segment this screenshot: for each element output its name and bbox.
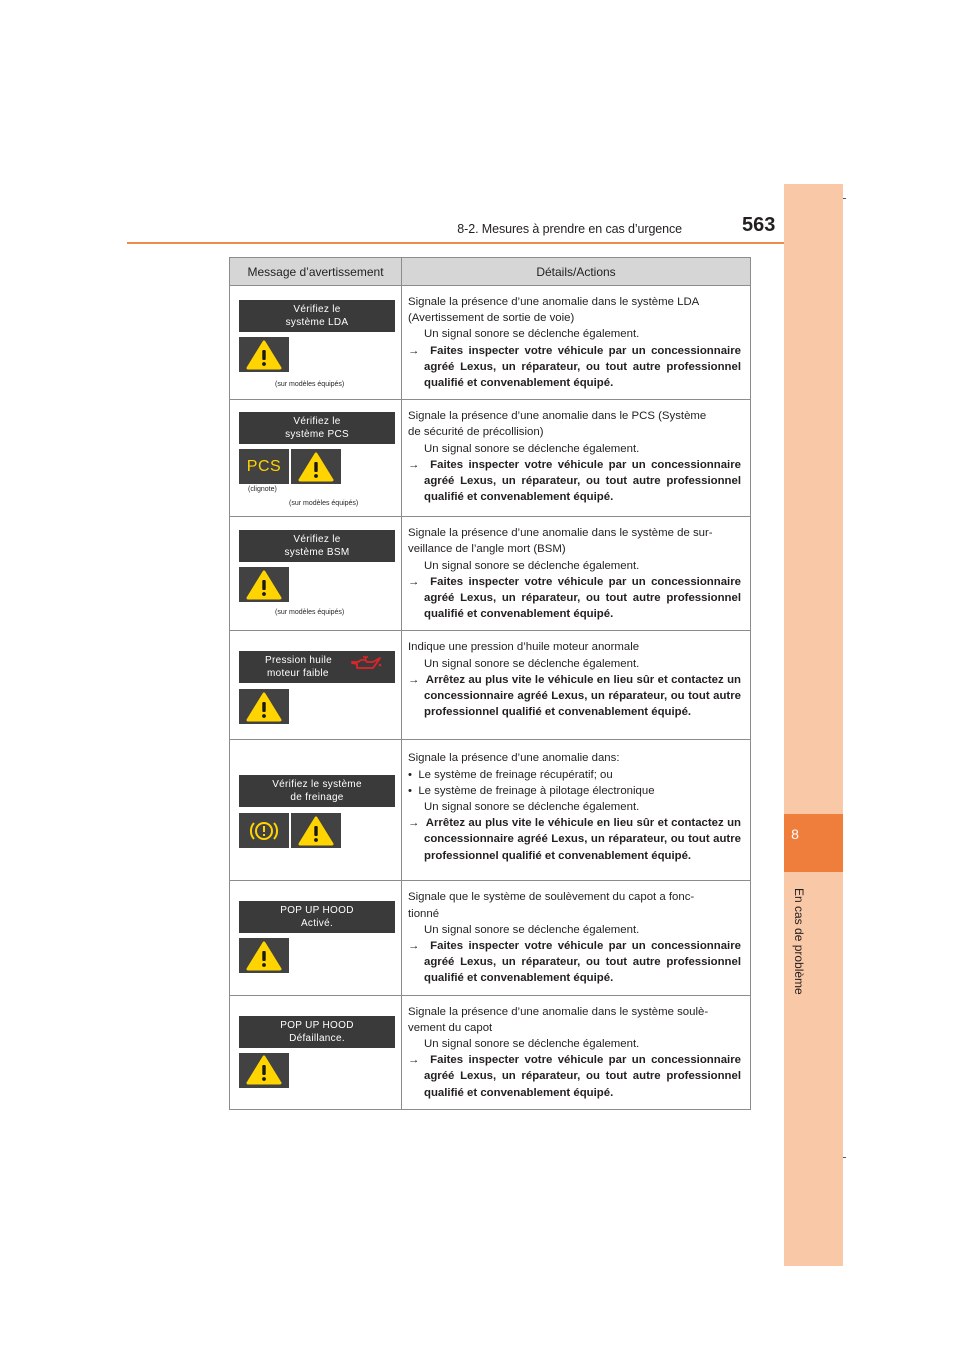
chapter-sidebar (784, 184, 843, 1266)
warning-messages-table (229, 257, 751, 1110)
details-cell: Indique une pression d’huile moteur anormale Un signal sonore se déclenche également. → Arrêtez au plus vite le véhicule en lieu sûr et contactez un concessionnaire agréé Lexus, un réparateur, ou tout autre professionnel qualifié et convenablement équipé. (402, 631, 751, 740)
pcs-warning-icon: PCS (239, 449, 289, 484)
table-row (230, 631, 751, 740)
details-cell: Signale la présence d’une anomalie dans le PCS (Système de sécurité de précollision) Un signal sonore se déclenche également. → Faites inspecter votre véhicule par un concessionnaire agréé Lexus, un réparateur, ou tout autre professionnel qualifié et convenablement équipé. (402, 400, 751, 517)
table-row (230, 995, 751, 1109)
display-message: Vérifiez le système PCS (239, 412, 395, 444)
arrow-icon: → (408, 940, 420, 953)
details-cell: Signale que le système de soulèvement du capot a fonc- tionné Un signal sonore se déclenche également. → Faites inspecter votre véhicule par un concessionnaire agréé Lexus, un réparateur, ou tout autre professionnel qualifié et convenablement équipé. (402, 881, 751, 995)
display-message: Vérifiez le système LDA (239, 300, 395, 332)
details-cell: Signale la présence d’une anomalie dans le système LDA (Avertissement de sortie de voie) Un signal sonore se déclenche également. → Faites inspecter votre véhicule par un concessionnaire agréé Lexus, un réparateur, ou tout autre professionnel qualifié et convenablement équipé. (402, 286, 751, 400)
column-header-message: Message d’avertissement (230, 258, 402, 286)
brake-warning-icon (239, 813, 289, 848)
arrow-icon: → (408, 344, 420, 357)
warning-triangle-icon (291, 813, 341, 848)
display-message: Vérifiez le système de freinage (239, 775, 395, 807)
chapter-tab (784, 814, 843, 872)
table-row (230, 400, 751, 517)
display-message: POP UP HOOD Activé. (239, 901, 395, 933)
warning-triangle-icon (239, 567, 289, 602)
model-note: (sur modèles équipés) (275, 381, 345, 388)
warning-triangle-icon (239, 337, 289, 372)
arrow-icon: → (408, 575, 420, 588)
section-title: 8-2. Mesures à prendre en cas d’urgence (457, 222, 682, 236)
message-cell (230, 517, 402, 631)
header-rule (127, 242, 784, 244)
table-row (230, 517, 751, 631)
details-cell: Signale la présence d’une anomalie dans le système de sur- veillance de l’angle mort (BSM) Un signal sonore se déclenche également. → Faites inspecter votre véhicule par un concessionnaire agréé Lexus, un réparateur, ou tout autre professionnel qualifié et convenablement équipé. (402, 517, 751, 631)
message-cell (230, 631, 402, 740)
message-cell (230, 740, 402, 881)
table-row (230, 881, 751, 995)
chapter-number: 8 (791, 826, 799, 842)
message-cell (230, 286, 402, 400)
display-message: Pression huile moteur faible (239, 651, 395, 683)
model-note: (sur modèles équipés) (275, 609, 345, 617)
message-cell (230, 995, 402, 1109)
page-number: 563 (742, 214, 776, 236)
arrow-icon: → (408, 673, 420, 686)
message-cell (230, 400, 402, 517)
message-cell (230, 881, 402, 995)
arrow-icon: → (408, 817, 420, 830)
display-message: POP UP HOOD Défaillance. (239, 1016, 395, 1048)
display-message: Vérifiez le système BSM (239, 530, 395, 562)
warning-triangle-icon (239, 1053, 289, 1088)
blink-note: (clignote) (248, 486, 277, 494)
arrow-icon: → (408, 458, 420, 471)
warning-triangle-icon (239, 938, 289, 973)
arrow-icon: → (408, 1054, 420, 1067)
table-row (230, 286, 751, 400)
details-cell: Signale la présence d’une anomalie dans: • Le système de freinage récupératif; ou • Le système de freinage à pilotage électronique Un signal sonore se déclenche également. → Arrêtez au plus vite le véhicule en lieu sûr et contactez un concessionnaire agréé Lexus, un réparateur, ou tout autre professionnel qualifié et convenablement équipé. (402, 740, 751, 881)
chapter-label: En cas de problème (792, 888, 806, 995)
model-note: (sur modèles équipés) (289, 500, 359, 508)
details-cell: Signale la présence d’une anomalie dans le système soulè- vement du capot Un signal sonore se déclenche également. → Faites inspecter votre véhicule par un concessionnaire agréé Lexus, un réparateur, ou tout autre professionnel qualifié et convenablement équipé. (402, 995, 751, 1109)
oil-can-icon (349, 653, 383, 677)
warning-triangle-icon (291, 449, 341, 484)
table-row (230, 740, 751, 881)
column-header-details: Détails/Actions (402, 258, 751, 286)
warning-triangle-icon (239, 689, 289, 724)
